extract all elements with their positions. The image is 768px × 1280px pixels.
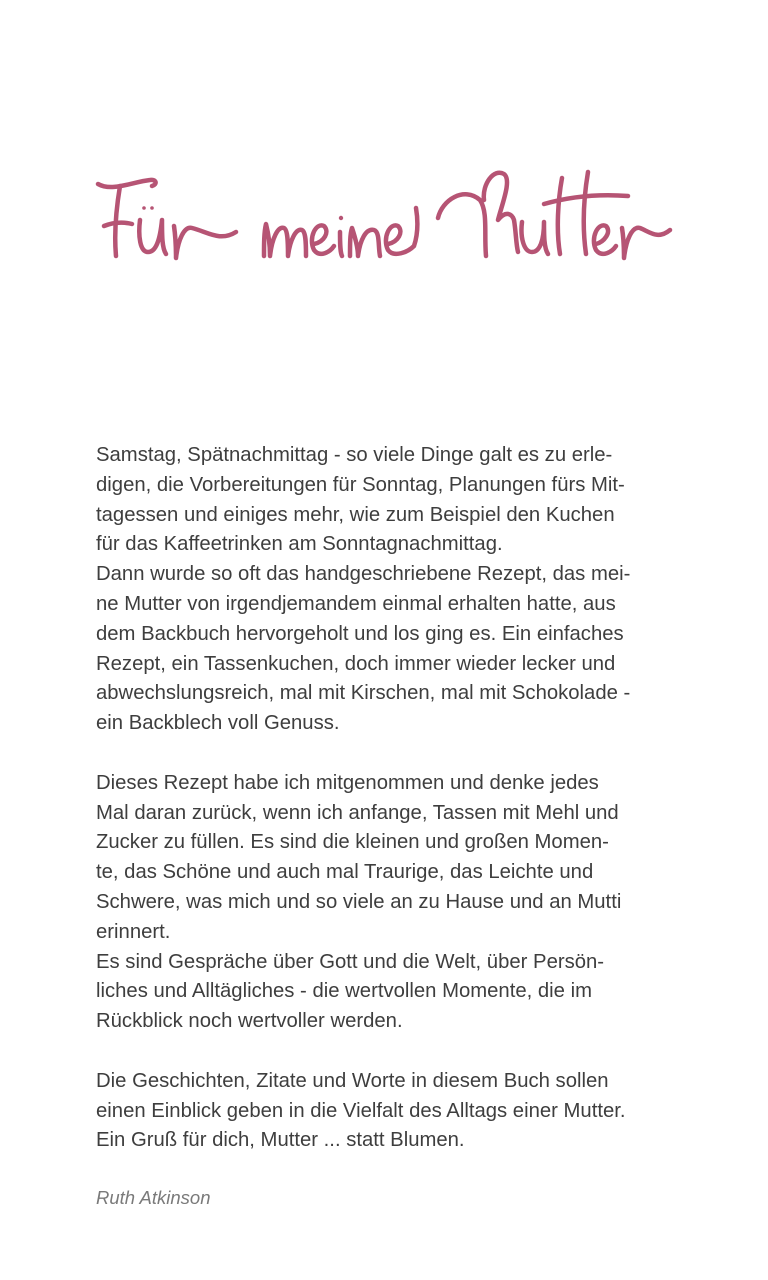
text-line: Es sind Gespräche über Gott und die Welt, über Persön- xyxy=(96,950,605,973)
paragraph-2 xyxy=(96,769,686,1037)
paragraph-gap xyxy=(96,739,686,769)
text-line: Dann wurde so oft das handgeschriebene Rezept, das mei- xyxy=(96,563,631,586)
text-line: erinnert. xyxy=(96,920,171,943)
text-line: te, das Schöne und auch mal Traurige, das Leichte und xyxy=(96,861,594,884)
text-line: liches und Alltägliches - die wertvollen Momente, die im xyxy=(96,980,592,1003)
text-line: einen Einblick geben in die Vielfalt des Alltags einer Mutter. xyxy=(96,1099,626,1122)
page-title xyxy=(92,160,676,270)
dedication-text xyxy=(96,441,686,1156)
text-line: für das Kaffeetrinken am Sonntagnachmittag. xyxy=(96,533,503,556)
text-line: Dieses Rezept habe ich mitgenommen und denke jedes xyxy=(96,771,599,794)
text-line: ein Backblech voll Genuss. xyxy=(96,712,340,735)
text-line: Rezept, ein Tassenkuchen, doch immer wieder lecker und xyxy=(96,652,616,675)
text-line: Samstag, Spätnachmittag - so viele Dinge galt es zu erle- xyxy=(96,444,613,466)
text-line: dem Backbuch hervorgeholt und los ging es. Ein einfaches xyxy=(96,622,624,645)
paragraph-3 xyxy=(96,1067,686,1156)
text-line: abwechslungsreich, mal mit Kirschen, mal mit Schokolade - xyxy=(96,682,631,705)
text-line: Schwere, was mich und so viele an zu Hause und an Mutti xyxy=(96,890,622,913)
text-line: Ein Gruß für dich, Mutter ... statt Blumen. xyxy=(96,1129,465,1152)
text-line: Mal daran zurück, wenn ich anfange, Tassen mit Mehl und xyxy=(96,801,619,824)
author-signature: Ruth Atkinson xyxy=(96,1187,211,1208)
text-line: Rückblick noch wertvoller werden. xyxy=(96,1010,403,1033)
text-line: Zucker zu füllen. Es sind die kleinen und großen Momen- xyxy=(96,831,609,854)
paragraph-1 xyxy=(96,441,686,739)
text-line: tagessen und einiges mehr, wie zum Beispiel den Kuchen xyxy=(96,503,615,526)
text-line: ne Mutter von irgendjemandem einmal erhalten hatte, aus xyxy=(96,592,616,615)
text-line: digen, die Vorbereitungen für Sonntag, Planungen fürs Mit- xyxy=(96,473,625,496)
text-line: Die Geschichten, Zitate und Worte in diesem Buch sollen xyxy=(96,1069,609,1092)
paragraph-gap xyxy=(96,1037,686,1067)
